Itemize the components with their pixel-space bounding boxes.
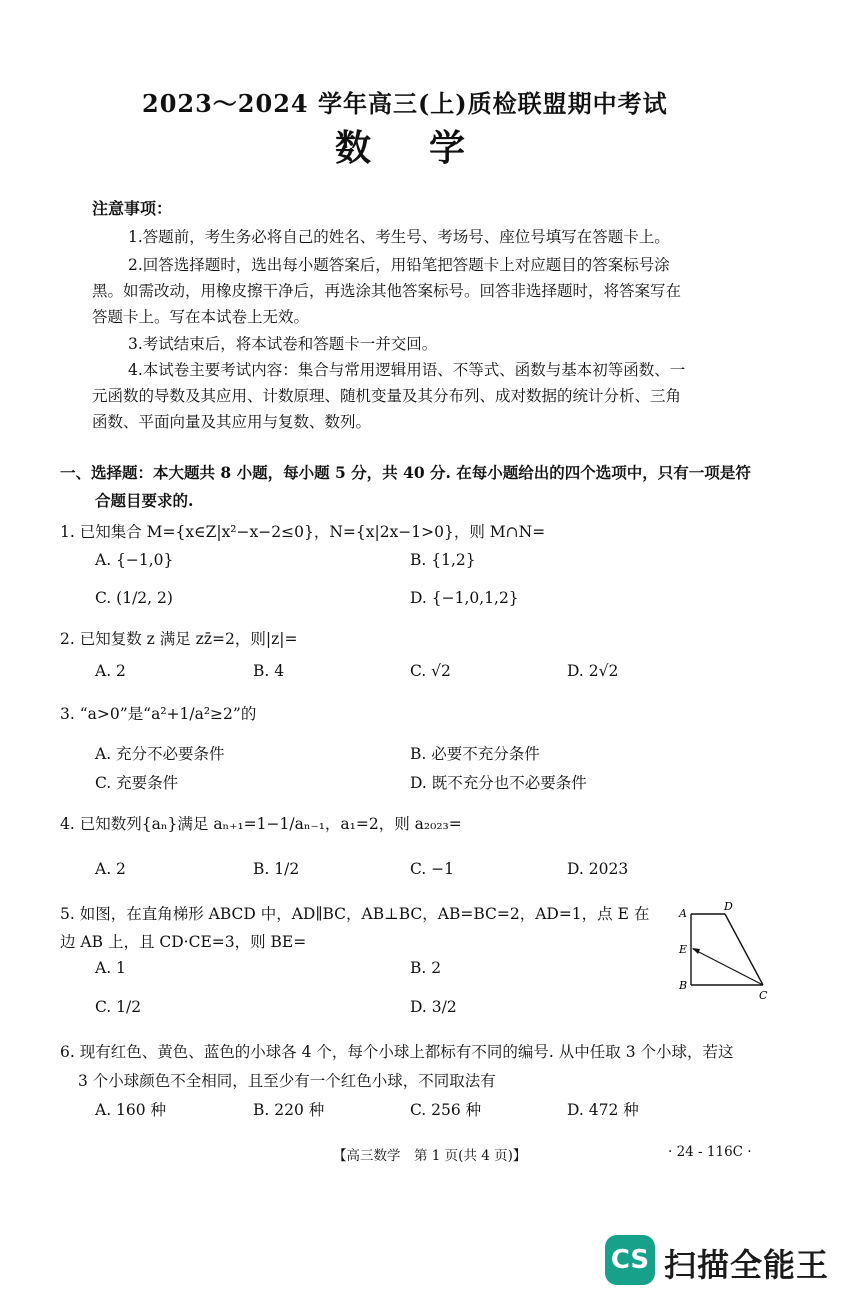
question-5-stem-cont: 边 AB 上，且 CD·CE=3，则 BE= [60,933,307,951]
q2-option-c: C. √2 [410,662,451,680]
section-heading-cont: 合题目要求的. [95,491,194,510]
question-2-stem: 2. 已知复数 z 满足 zz̄=2，则|z|= [60,630,298,648]
q6-option-c: C. 256 种 [410,1101,482,1119]
question-6-stem: 6. 现有红色、黄色、蓝色的小球各 4 个，每个小球上都标有不同的编号. 从中任取 3 个小球，若这 [60,1043,734,1061]
edge-dc [725,914,763,985]
note-line: 答题卡上。写在本试卷上无效。 [92,308,310,326]
paper-code: · 24 - 116C · [668,1144,752,1160]
question-4-stem: 4. 已知数列{aₙ}满足 aₙ₊₁=1−1/aₙ₋₁，a₁=2，则 a₂₀₂₃= [60,815,462,833]
notes-heading: 注意事项： [92,199,173,218]
q4-option-c: C. −1 [410,860,455,878]
note-line: 元函数的导数及其应用、计数原理、随机变量及其分布列、成对数据的统计分析、三角 [92,387,682,405]
label-b: B [679,979,688,992]
camscanner-watermark-text: 扫描全能王 [664,1246,830,1284]
q5-option-d: D. 3/2 [410,998,457,1016]
q5-option-b: B. 2 [410,959,442,977]
q1-option-c: C. (1/2, 2) [95,589,173,607]
q3-option-d: D. 既不充分也不必要条件 [410,774,587,792]
note-line: 1.答题前，考生务必将自己的姓名、考生号、考场号、座位号填写在答题卡上。 [128,228,670,246]
vector-ce [693,949,763,985]
q6-option-a: A. 160 种 [95,1101,167,1119]
q4-option-b: B. 1/2 [253,860,300,878]
q1-option-a: A. {−1,0} [95,551,174,569]
q2-option-b: B. 4 [253,662,285,680]
exam-title: 2023～2024 学年高三(上)质检联盟期中考试 [142,89,668,118]
note-line: 函数、平面向量及其应用与复数、数列。 [92,413,372,431]
subject-title: 数学 [335,127,524,169]
note-line: 4.本试卷主要考试内容：集合与常用逻辑用语、不等式、函数与基本初等函数、一 [128,361,686,379]
q3-option-c: C. 充要条件 [95,774,179,792]
note-line: 2.回答选择题时，选出每小题答案后，用铅笔把答题卡上对应题目的答案标号涂 [128,256,670,274]
q2-option-a: A. 2 [95,662,126,680]
vector-ce-arrowhead [692,948,700,954]
q5-option-c: C. 1/2 [95,998,142,1016]
camscanner-logo-icon: CS [605,1235,655,1285]
label-c: C [759,989,768,1002]
q4-option-d: D. 2023 [567,860,629,878]
note-line: 黑。如需改动，用橡皮擦干净后，再选涂其他答案标号。回答非选择题时，将答案写在 [92,282,682,300]
question-1-stem: 1. 已知集合 M={x∈Z|x²−x−2≤0}，N={x|2x−1>0}，则 M∩N= [60,523,546,541]
q3-option-b: B. 必要不充分条件 [410,745,540,763]
q5-option-a: A. 1 [95,959,126,977]
label-a: A [679,907,687,920]
q1-option-b: B. {1,2} [410,551,476,569]
q2-option-d: D. 2√2 [567,662,619,680]
q4-option-a: A. 2 [95,860,126,878]
label-d: D [724,900,733,913]
question-6-stem-cont: 3 个小球颜色不全相同，且至少有一个红色小球，不同取法有 [78,1072,496,1090]
question-3-stem: 3. “a>0”是“a²+1/a²≥2”的 [60,705,257,723]
page-footer: 【高三数学 第 1 页(共 4 页)】 [333,1148,527,1164]
q3-option-a: A. 充分不必要条件 [95,745,225,763]
q6-option-d: D. 472 种 [567,1101,639,1119]
trapezoid-figure [675,898,775,1008]
q6-option-b: B. 220 种 [253,1101,325,1119]
question-5-stem: 5. 如图，在直角梯形 ABCD 中，AD∥BC，AB⊥BC，AB=BC=2，AD=1，点 E 在 [60,905,650,923]
label-e: E [679,943,688,956]
q1-option-d: D. {−1,0,1,2} [410,589,519,607]
note-line: 3.考试结束后，将本试卷和答题卡一并交回。 [128,335,438,353]
section-heading: 一、选择题：本大题共 8 小题，每小题 5 分，共 40 分. 在每小题给出的四个选项中，只有一项是符 [60,463,751,482]
